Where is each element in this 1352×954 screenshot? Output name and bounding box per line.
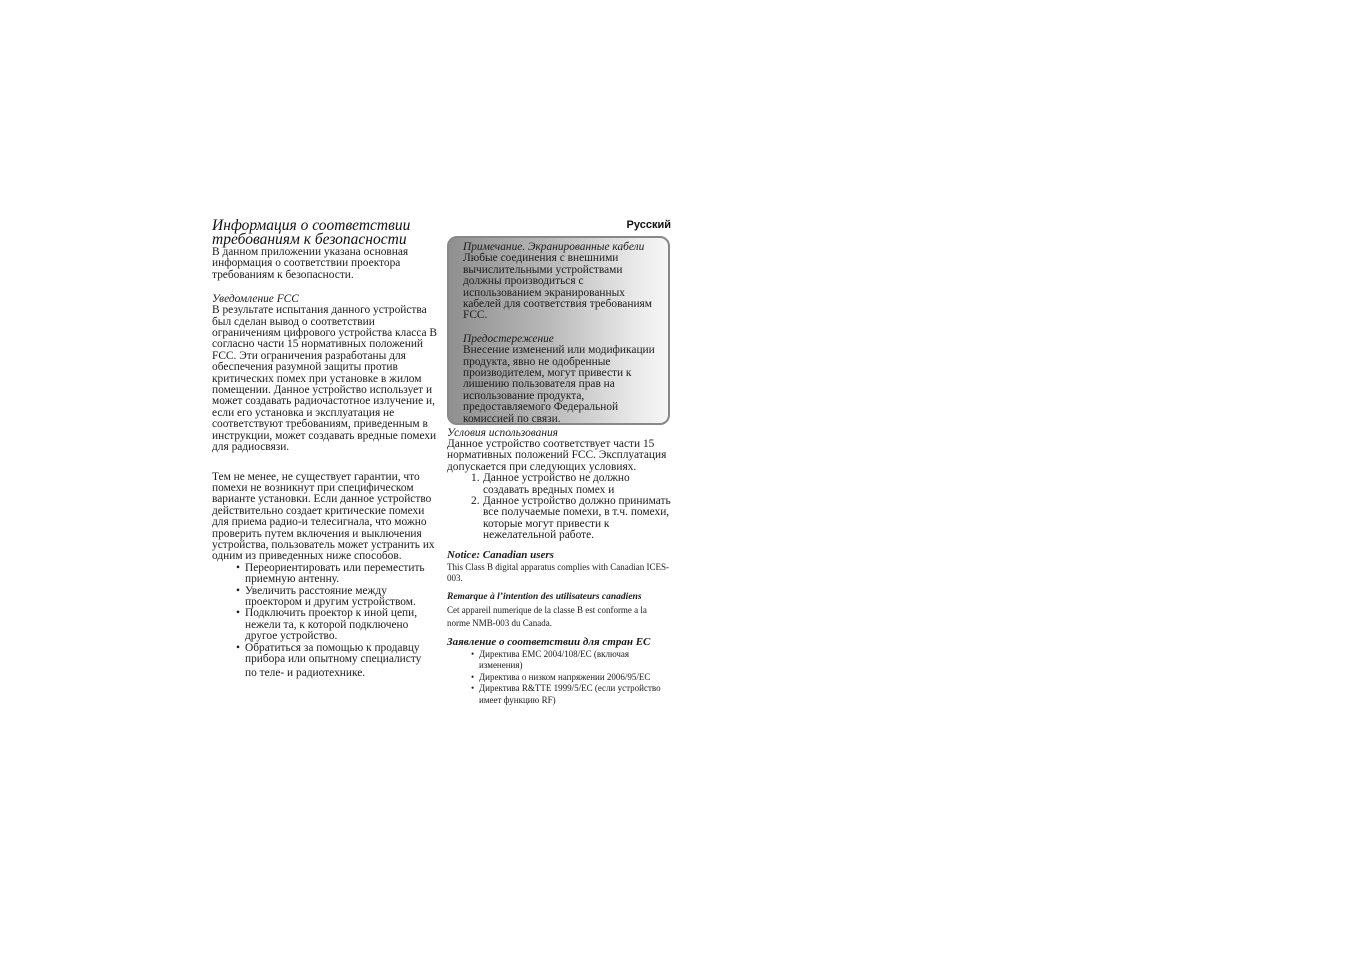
title-line-2: требованиям к безопасности xyxy=(212,231,407,248)
language-label: Русский xyxy=(626,219,671,231)
list-item-line: по теле- и радиотехнике. xyxy=(245,667,366,680)
canada-fr-text: Cet appareil numerique de la classe B est conforme a la norme NMB-003 du Canada. xyxy=(447,604,647,628)
list-item: • Увеличить расстояние между проектором и другим устройством. xyxy=(236,586,438,609)
page-title xyxy=(212,219,438,247)
canada-text: This Class B digital apparatus complies with Canadian ICES-003. xyxy=(447,561,669,584)
caution-text: Внесение изменений или модификации продукта, явно не одобренные производителем, могут привести к лишению пользователя прав на использование продукта, предоставляемого Федеральной комиссией по связи. xyxy=(463,344,655,425)
list-item: • Директива о низком напряжении 2006/95/EC xyxy=(471,672,671,684)
right-column xyxy=(447,219,671,706)
note-heading: Примечание. Экранированные кабели xyxy=(463,241,645,253)
list-item: • Директива EMC 2004/108/EC (включая изменения) xyxy=(471,649,671,672)
eu-heading: Заявление о соответствии для стран ЕС xyxy=(447,635,651,648)
list-text: Данное устройство не должно создавать вредных помех и xyxy=(483,472,630,496)
list-item xyxy=(236,643,438,680)
note-text: Любые соединения с внешними вычислительными устройствами должны производиться с использованием экранированных кабелей для соответствия требованиям FCC. xyxy=(463,252,653,322)
title-line-1: Информация о соответствии xyxy=(212,217,411,234)
list-number: 1. xyxy=(471,472,480,485)
canada-fr-heading: Remarque à l’intention des utilisateurs canadiens xyxy=(447,591,642,602)
conditions-text: Данное устройство соответствует части 15 нормативных положений FCC. Эксплуатация допускается при следующих условиях. xyxy=(447,438,667,473)
remedy-list xyxy=(236,563,438,680)
list-item-line: • Обратиться за помощью к продавцу прибора или опытному специалисту xyxy=(245,641,422,665)
canada-heading: Notice: Canadian users xyxy=(447,548,554,561)
list-item xyxy=(471,496,671,542)
fcc-paragraph-2: Тем не менее, не существует гарантии, что помехи не возникнут при специфическом варианте установки. Если данное устройство действительно создает критические помехи для приема радио-и телесигнала, что можно проверить путем включения и выключения устройства, пользователь может устранить их одним из приведенных ниже способов. xyxy=(212,470,435,563)
note-box xyxy=(447,236,670,425)
list-item: • Директива R&TTE 1999/5/EC (если устройство имеет функцию RF) xyxy=(471,683,671,706)
conditions-heading: Условия использования xyxy=(447,427,558,439)
list-number: 2. xyxy=(471,495,480,508)
fcc-heading: Уведомление FCC xyxy=(212,293,299,306)
left-column xyxy=(212,219,438,680)
list-item: • Подключить проектор к иной цепи, нежели та, к которой подключено другое устройство. xyxy=(236,608,438,642)
conditions-list xyxy=(471,473,671,541)
eu-list xyxy=(471,649,671,707)
caution-heading: Предостережение xyxy=(463,332,554,345)
list-text: Данное устройство должно принимать все получаемые помехи, в т.ч. помехи, которые могут привести к нежелательной работе. xyxy=(483,495,671,542)
list-item: • Переориентировать или переместить приемную антенну. xyxy=(236,563,438,586)
fcc-paragraph: В результате испытания данного устройства был сделан вывод о соответствии ограничениям цифрового устройства класса B согласно части 15 нормативных положений FCC. Эти ограничения разработаны для обеспечения разумной защиты против критических помех при установке в жилом помещении. Данное устройство использует и может создавать радиочастотное излучение и, если его установка и эксплуатация не соответствуют требованиям, приведенным в инструкции, может создавать вредные помехи для радиосвязи. xyxy=(212,304,438,454)
intro-paragraph: В данном приложении указана основная информация о соответствии проектора требованиям к безопасности. xyxy=(212,246,409,281)
list-item xyxy=(471,473,671,496)
